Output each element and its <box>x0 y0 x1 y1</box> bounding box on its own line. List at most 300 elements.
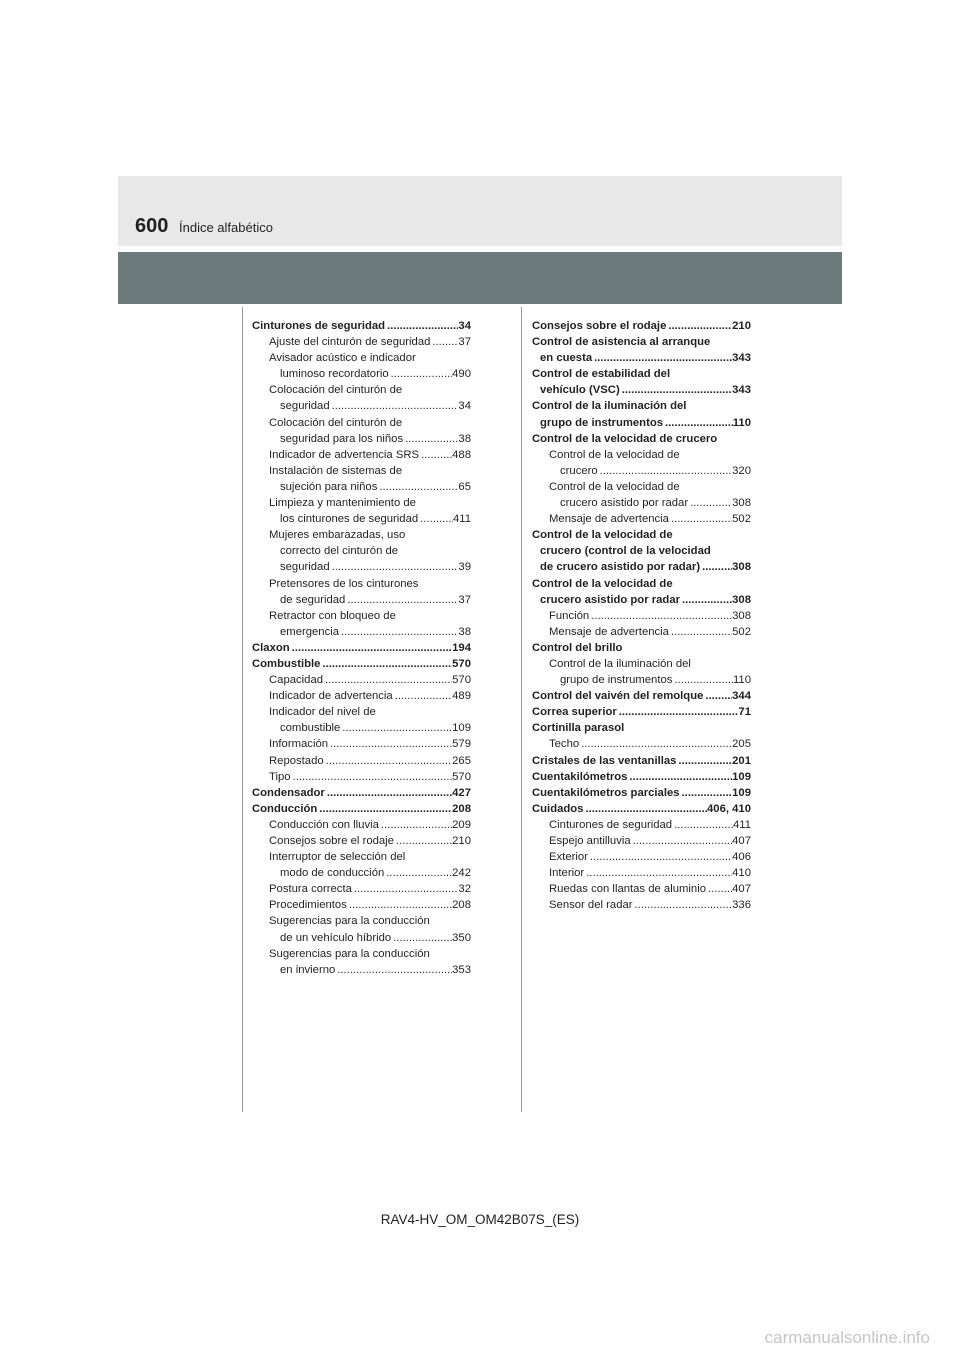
index-line <box>252 479 471 495</box>
index-line <box>532 511 751 527</box>
page-reference[interactable]: 205 <box>732 738 751 751</box>
index-term: Control del brillo <box>532 641 623 654</box>
index-term: Instalación de sistemas de <box>269 464 403 477</box>
index-line <box>532 479 751 495</box>
index-subentry <box>532 849 751 865</box>
dot-leader <box>631 833 733 849</box>
index-term: Cuentakilómetros <box>532 770 628 783</box>
index-term: Condensador <box>252 786 325 799</box>
index-subentry <box>252 576 471 608</box>
index-entry <box>532 527 751 575</box>
index-term: crucero <box>560 464 598 477</box>
index-term: Indicador del nivel de <box>269 706 376 719</box>
dot-leader <box>588 849 732 865</box>
index-subentry <box>252 881 471 897</box>
index-subentry <box>252 736 471 752</box>
index-line <box>252 833 471 849</box>
page-reference[interactable]: 488 <box>452 448 471 461</box>
dot-leader <box>345 592 458 608</box>
index-subentry <box>532 447 751 479</box>
index-line <box>252 382 471 398</box>
index-subentry <box>252 463 471 495</box>
index-term: Interior <box>549 867 585 880</box>
dot-leader <box>706 881 732 897</box>
index-line <box>532 350 751 366</box>
index-subentry <box>252 946 471 978</box>
dot-leader <box>598 463 732 479</box>
index-line <box>252 463 471 479</box>
dot-leader <box>317 801 452 817</box>
index-entry <box>532 640 751 656</box>
index-line <box>532 431 751 447</box>
dot-leader <box>391 930 452 946</box>
index-term: Colocación del cinturón de <box>269 384 403 397</box>
dot-leader <box>335 962 452 978</box>
index-line <box>252 511 471 527</box>
page-reference[interactable]: 208 <box>452 802 471 815</box>
index-term: grupo de instrumentos <box>540 416 664 429</box>
index-entry <box>252 318 471 334</box>
index-subentry <box>252 817 471 833</box>
index-term: Cuentakilómetros parciales <box>532 786 680 799</box>
page-reference[interactable]: 407 <box>732 835 751 847</box>
index-line <box>252 962 471 978</box>
index-term: Interruptor de selección del <box>269 851 406 864</box>
index-line <box>252 769 471 785</box>
index-line <box>252 559 471 575</box>
index-term: Colocación del cinturón de <box>269 416 403 429</box>
dot-leader <box>419 447 452 463</box>
index-line <box>252 720 471 736</box>
index-term: Control de la velocidad de crucero <box>532 432 718 445</box>
dot-leader <box>627 769 732 785</box>
index-line <box>532 608 751 624</box>
index-subentry <box>252 334 471 350</box>
page-reference[interactable]: 411 <box>452 513 471 526</box>
page-reference[interactable]: 110 <box>732 674 751 687</box>
index-term: Control de la velocidad de <box>549 480 680 493</box>
index-term: Claxon <box>252 641 290 654</box>
page-reference[interactable]: 308 <box>732 593 751 606</box>
index-line <box>532 318 751 334</box>
index-term: emergencia <box>280 625 340 638</box>
dot-leader <box>700 559 732 575</box>
index-line <box>252 672 471 688</box>
index-term: Consejos sobre el rodaje <box>269 835 394 847</box>
index-line <box>532 672 751 688</box>
index-term: Cortinilla parasol <box>532 722 625 735</box>
index-subentry <box>532 881 751 897</box>
page-reference[interactable]: 208 <box>452 899 471 912</box>
page-reference[interactable]: 308 <box>732 561 751 574</box>
title-bar <box>118 252 842 304</box>
column-rule-right <box>521 307 522 1112</box>
index-term: de seguridad <box>280 593 346 606</box>
index-line <box>532 865 751 881</box>
page-reference[interactable]: 350 <box>452 931 471 944</box>
index-term: Retractor con bloqueo de <box>269 609 396 622</box>
index-line <box>252 930 471 946</box>
dot-leader <box>347 897 452 913</box>
index-subentry <box>252 608 471 640</box>
index-term: en invierno <box>280 963 336 976</box>
index-term: Correa superior <box>532 706 617 719</box>
index-line <box>532 736 751 752</box>
index-line <box>252 527 471 543</box>
index-line <box>532 785 751 801</box>
page-reference[interactable]: 37 <box>458 336 471 349</box>
index-term: correcto del cinturón de <box>280 545 399 558</box>
index-subentry <box>252 833 471 849</box>
dot-leader <box>340 720 452 736</box>
index-line <box>252 640 471 656</box>
index-entry <box>532 801 751 817</box>
dot-leader <box>389 366 453 382</box>
index-line <box>252 415 471 431</box>
page-reference[interactable]: 265 <box>452 754 471 767</box>
index-term: Cristales de las ventanillas <box>532 754 677 767</box>
index-term: vehículo (VSC) <box>540 384 620 397</box>
index-line <box>532 576 751 592</box>
dot-leader <box>672 672 733 688</box>
index-line <box>252 865 471 881</box>
index-term: Cinturones de seguridad <box>252 320 386 332</box>
index-subentry <box>252 753 471 769</box>
index-line <box>252 624 471 640</box>
dot-leader <box>323 672 452 688</box>
dot-leader <box>703 688 732 704</box>
index-subentry <box>532 897 751 913</box>
index-column-right <box>532 318 751 913</box>
index-line <box>252 495 471 511</box>
index-term: Sugerencias para la conducción <box>269 915 430 928</box>
index-line <box>252 431 471 447</box>
index-term: Control de la iluminación del <box>549 657 691 670</box>
index-subentry <box>532 656 751 688</box>
index-line <box>532 769 751 785</box>
page-reference[interactable]: 336 <box>732 899 751 912</box>
index-column-left <box>252 318 471 978</box>
page-reference[interactable]: 37 <box>458 593 471 606</box>
index-line <box>252 334 471 350</box>
index-term: Mensaje de advertencia <box>549 513 669 526</box>
index-line <box>532 720 751 736</box>
dot-leader <box>325 785 452 801</box>
dot-leader <box>620 382 732 398</box>
index-subentry <box>252 769 471 785</box>
index-line <box>252 350 471 366</box>
section-title: Índice alfabético <box>179 220 273 235</box>
index-line <box>532 640 751 656</box>
index-term: Procedimientos <box>269 899 347 912</box>
index-term: Control de la iluminación del <box>532 400 687 413</box>
page-reference[interactable]: 109 <box>732 770 751 783</box>
page-reference[interactable]: 109 <box>732 786 751 799</box>
page-reference[interactable]: 308 <box>732 497 751 510</box>
index-entry <box>532 720 751 736</box>
index-entry <box>532 398 751 430</box>
index-line <box>532 527 751 543</box>
page-reference[interactable]: 109 <box>452 722 471 735</box>
dot-leader <box>290 640 452 656</box>
dot-leader <box>320 656 452 672</box>
dot-leader <box>589 608 732 624</box>
index-line <box>532 624 751 640</box>
index-term: Control de asistencia al arranque <box>532 336 711 349</box>
page-reference[interactable]: 34 <box>458 400 471 413</box>
dot-leader <box>666 318 732 334</box>
index-entry <box>532 769 751 785</box>
index-line <box>532 817 751 833</box>
dot-leader <box>291 769 453 785</box>
index-entry <box>532 576 751 608</box>
index-term: Postura correcta <box>269 883 352 896</box>
index-subentry <box>252 704 471 736</box>
index-term: Combustible <box>252 657 321 670</box>
index-subentry <box>252 897 471 913</box>
index-line <box>532 897 751 913</box>
index-subentry <box>252 913 471 945</box>
page-reference[interactable]: 38 <box>458 432 471 445</box>
page-reference[interactable]: 502 <box>732 513 751 526</box>
index-term: seguridad para los niños <box>280 432 404 445</box>
dot-leader <box>676 753 732 769</box>
dot-leader <box>680 592 732 608</box>
page-reference[interactable]: 110 <box>732 416 751 429</box>
index-term: Control de la velocidad de <box>532 529 673 542</box>
index-subentry <box>532 865 751 881</box>
index-term: Consejos sobre el rodaje <box>532 320 667 332</box>
index-line <box>252 576 471 592</box>
page-reference[interactable]: 32 <box>458 883 471 896</box>
page-reference[interactable]: 570 <box>452 674 471 687</box>
index-term: Control de la velocidad de <box>549 448 680 461</box>
page-reference[interactable]: 407 <box>732 883 751 896</box>
index-line <box>532 753 751 769</box>
index-line <box>252 704 471 720</box>
index-line <box>532 398 751 414</box>
dot-leader <box>669 511 732 527</box>
dot-leader <box>379 817 452 833</box>
page-reference[interactable]: 65 <box>458 480 471 493</box>
index-term: los cinturones de seguridad <box>280 513 419 526</box>
dot-leader <box>669 624 732 640</box>
index-subentry <box>252 447 471 463</box>
index-term: Limpieza y mantenimiento de <box>269 497 416 510</box>
page-reference[interactable]: 343 <box>732 384 751 397</box>
page-reference[interactable]: 489 <box>452 690 471 703</box>
dot-leader <box>617 704 739 720</box>
index-term: modo de conducción <box>280 867 385 880</box>
page-reference[interactable]: 308 <box>732 609 751 622</box>
dot-leader <box>384 865 452 881</box>
index-subentry <box>252 382 471 414</box>
column-rule-left <box>242 307 243 1112</box>
index-line <box>532 833 751 849</box>
page-reference[interactable]: 39 <box>458 561 471 574</box>
index-entry <box>532 431 751 447</box>
index-term: Control de estabilidad del <box>532 368 671 381</box>
index-term: en cuesta <box>540 352 593 365</box>
dot-leader <box>680 785 733 801</box>
index-line <box>532 688 751 704</box>
index-subentry <box>252 415 471 447</box>
index-line <box>532 656 751 672</box>
index-term: Indicador de advertencia <box>269 690 393 703</box>
index-line <box>532 415 751 431</box>
index-term: combustible <box>280 722 341 735</box>
index-entry <box>532 366 751 398</box>
page-reference[interactable]: 490 <box>452 368 471 381</box>
index-line <box>252 543 471 559</box>
dot-leader <box>418 511 453 527</box>
index-term: Ajuste del cinturón de seguridad <box>269 336 431 349</box>
page-reference[interactable]: 201 <box>732 754 751 767</box>
index-term: Repostado <box>269 754 324 767</box>
index-entry <box>252 640 471 656</box>
page-reference[interactable]: 570 <box>452 770 471 783</box>
dot-leader <box>328 736 452 752</box>
index-entry <box>532 688 751 704</box>
dot-leader <box>583 801 707 817</box>
index-line <box>252 785 471 801</box>
index-term: Cinturones de seguridad <box>549 818 673 831</box>
index-line <box>252 656 471 672</box>
index-subentry <box>252 688 471 704</box>
page-reference[interactable]: 242 <box>452 867 471 880</box>
page-reference[interactable]: 34 <box>458 320 471 332</box>
index-line <box>252 881 471 897</box>
index-entry <box>252 801 471 817</box>
index-line <box>532 447 751 463</box>
index-line <box>252 897 471 913</box>
index-term: seguridad <box>280 400 330 413</box>
index-line <box>532 881 751 897</box>
index-term: de un vehículo híbrido <box>280 931 392 944</box>
index-line <box>532 334 751 350</box>
dot-leader <box>377 479 458 495</box>
page-reference[interactable]: 194 <box>452 641 471 654</box>
index-line <box>252 688 471 704</box>
dot-leader <box>394 833 452 849</box>
page-reference[interactable]: 320 <box>732 464 751 477</box>
dot-leader <box>385 318 458 334</box>
index-term: de crucero asistido por radar) <box>540 561 701 574</box>
index-term: Techo <box>549 738 580 751</box>
index-entry <box>252 656 471 672</box>
index-line <box>532 592 751 608</box>
index-entry <box>532 334 751 366</box>
index-term: Mujeres embarazadas, uso <box>269 529 406 542</box>
index-line <box>252 592 471 608</box>
page-reference[interactable]: 406 <box>732 851 751 864</box>
index-line <box>252 849 471 865</box>
page-reference[interactable]: 411 <box>732 818 751 831</box>
index-term: Sensor del radar <box>549 899 633 912</box>
index-line <box>252 736 471 752</box>
index-line <box>252 817 471 833</box>
index-line <box>252 753 471 769</box>
page-reference[interactable]: 410 <box>732 867 751 880</box>
page-reference[interactable]: 38 <box>458 625 471 638</box>
index-line <box>532 704 751 720</box>
index-line <box>532 543 751 559</box>
page-reference[interactable]: 406, 410 <box>707 802 751 815</box>
index-term: Control del vaivén del remolque <box>532 690 704 703</box>
page-reference[interactable]: 579 <box>452 738 471 751</box>
index-term: Conducción <box>252 802 318 815</box>
page-reference[interactable]: 344 <box>732 690 751 703</box>
index-line <box>532 463 751 479</box>
index-entry <box>252 785 471 801</box>
index-subentry <box>252 849 471 881</box>
dot-leader <box>430 334 458 350</box>
index-term: Espejo antilluvia <box>549 835 631 847</box>
index-line <box>252 366 471 382</box>
index-term: Función <box>549 609 590 622</box>
index-line <box>252 608 471 624</box>
dot-leader <box>339 624 458 640</box>
page-reference[interactable]: 343 <box>732 352 751 365</box>
index-entry <box>532 785 751 801</box>
index-subentry <box>252 495 471 527</box>
page-number: 600 <box>135 215 169 237</box>
page-reference[interactable]: 353 <box>452 963 471 976</box>
index-subentry <box>532 817 751 833</box>
watermark: carmanualsonline.info <box>764 1328 930 1347</box>
index-line <box>252 946 471 962</box>
index-term: Mensaje de advertencia <box>549 625 669 638</box>
dot-leader <box>330 398 459 414</box>
index-term: Información <box>269 738 329 751</box>
page-reference[interactable]: 570 <box>452 657 471 670</box>
index-term: Avisador acústico e indicador <box>269 352 416 365</box>
index-line <box>252 398 471 414</box>
dot-leader <box>688 495 732 511</box>
index-subentry <box>532 624 751 640</box>
document-code: RAV4-HV_OM_OM42B07S_(ES) <box>380 1212 580 1227</box>
page-reference[interactable]: 210 <box>452 835 471 847</box>
index-subentry <box>532 511 751 527</box>
index-subentry <box>532 479 751 511</box>
page-reference[interactable]: 502 <box>732 625 751 638</box>
dot-leader <box>584 865 732 881</box>
index-line <box>252 913 471 929</box>
index-entry <box>532 753 751 769</box>
dot-leader <box>403 431 458 447</box>
page-reference[interactable]: 210 <box>732 320 751 332</box>
index-line <box>252 447 471 463</box>
page-reference[interactable]: 427 <box>452 786 471 799</box>
index-entry <box>532 318 751 334</box>
index-term: Pretensores de los cinturones <box>269 577 419 590</box>
index-term: crucero (control de la velocidad <box>540 545 711 558</box>
index-line <box>532 495 751 511</box>
index-entry <box>532 704 751 720</box>
index-term: Conducción con lluvia <box>269 818 379 831</box>
index-line <box>532 801 751 817</box>
dot-leader <box>330 559 459 575</box>
dot-leader <box>672 817 733 833</box>
index-term: luminoso recordatorio <box>280 368 389 381</box>
index-term: Ruedas con llantas de aluminio <box>549 883 706 896</box>
index-term: Tipo <box>269 770 291 783</box>
page-reference[interactable]: 71 <box>738 706 751 719</box>
page-reference[interactable]: 209 <box>452 818 471 831</box>
index-term: Cuidados <box>532 802 584 815</box>
dot-leader <box>352 881 459 897</box>
dot-leader <box>663 415 733 431</box>
